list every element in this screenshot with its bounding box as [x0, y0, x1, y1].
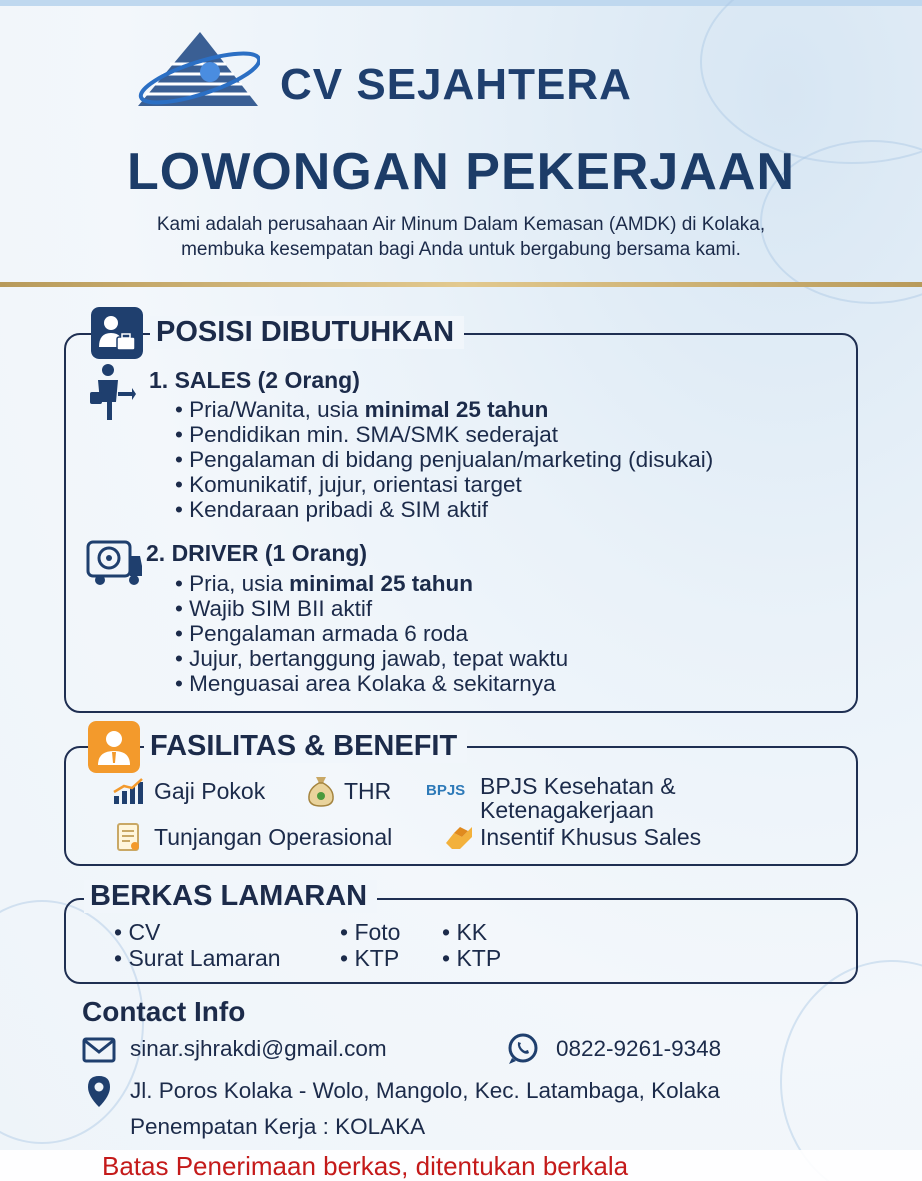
- documents-column: [114, 919, 281, 971]
- requirement-item: • Wajib SIM BII aktif: [175, 596, 373, 621]
- requirement-text: • Pria, usia: [175, 571, 290, 596]
- benefit-bpjs-line: Ketenagakerjaan: [480, 797, 654, 823]
- intro-text: [0, 212, 922, 262]
- contact-address: Jl. Poros Kolaka - Wolo, Mangolo, Kec. Latambaga, Kolaka: [130, 1078, 720, 1103]
- documents-column: [442, 919, 501, 971]
- benefit-thr: THR: [344, 778, 392, 804]
- requirement-item: • Pengalaman armada 6 roda: [175, 621, 469, 646]
- gold-divider: [0, 282, 922, 287]
- truck-icon: [86, 540, 144, 586]
- documents-title: BERKAS LAMARAN: [84, 880, 377, 913]
- driver-role-title: 2. DRIVER (1 Orang): [146, 540, 368, 566]
- benefit-bpjs: [480, 774, 676, 822]
- benefit-insentif: Insentif Khusus Sales: [480, 824, 702, 850]
- location-pin-icon: [86, 1074, 112, 1108]
- driver-requirements: [175, 571, 568, 696]
- water-wave-decoration: [780, 960, 922, 1181]
- requirement-item: • Komunikatif, jujur, orientasi target: [175, 472, 522, 497]
- requirement-emphasis: minimal 25 tahun: [364, 397, 549, 422]
- sales-role-title: 1. SALES (2 Orang): [149, 367, 360, 393]
- requirement-item: • Kendaraan pribadi & SIM aktif: [175, 497, 489, 522]
- contact-phone-link[interactable]: 0822-9261-9348: [556, 1036, 722, 1061]
- requirement-item: • Menguasai area Kolaka & sekitarnya: [175, 671, 556, 696]
- water-wave-decoration: [700, 0, 922, 164]
- requirement-item: • Pengalaman di bidang penjualan/marketing (disukai): [175, 447, 714, 472]
- benefits-title: FASILITAS & BENEFIT: [144, 730, 467, 763]
- company-name: CV SEJAHTERA: [280, 60, 632, 109]
- recruiter-icon: [91, 307, 143, 359]
- salesman-icon: [86, 362, 136, 422]
- requirement-item: [175, 397, 713, 422]
- contact-email-link[interactable]: sinar.sjhrakdi@gmail.com: [130, 1036, 387, 1061]
- document-item: • Surat Lamaran: [114, 945, 281, 971]
- document-item: • KTP: [340, 945, 400, 971]
- intro-line: Kami adalah perusahaan Air Minum Dalam Kemasan (AMDK) di Kolaka,: [156, 214, 766, 235]
- document-item: • CV: [114, 919, 161, 945]
- document-item: • KTP: [442, 945, 502, 971]
- whatsapp-icon: [506, 1032, 540, 1066]
- bpjs-logo-icon: BPJS: [426, 782, 466, 799]
- money-bag-icon: [306, 775, 336, 807]
- mail-icon: [82, 1037, 116, 1063]
- requirement-item: • Pendidikan min. SMA/SMK sederajat: [175, 422, 559, 447]
- document-icon: [116, 822, 142, 852]
- person-badge-icon: [88, 721, 140, 773]
- deadline-note: Batas Penerimaan berkas, ditentukan berkala: [102, 1151, 629, 1181]
- document-item: • KK: [442, 919, 488, 945]
- intro-line: membuka kesempatan bagi Anda untuk bergabung bersama kami.: [181, 239, 741, 260]
- requirement-item: [175, 571, 568, 596]
- footer-banner: [0, 1150, 922, 1181]
- sales-requirements: [175, 397, 713, 522]
- logo-triangle-icon: [130, 30, 260, 110]
- requirement-emphasis: minimal 25 tahun: [289, 571, 473, 596]
- benefit-bpjs-line: BPJS Kesehatan &: [480, 773, 676, 799]
- requirement-text: • Pria/Wanita, usia: [175, 397, 365, 422]
- requirement-item: • Jujur, bertanggung jawab, tepat waktu: [175, 646, 569, 671]
- documents-column: [340, 919, 400, 971]
- page-title: LOWONGAN PEKERJAAN: [126, 143, 796, 201]
- growth-chart-icon: [112, 778, 144, 804]
- work-placement: Penempatan Kerja : KOLAKA: [130, 1114, 426, 1139]
- benefit-gaji: Gaji Pokok: [154, 778, 266, 804]
- positions-title: POSISI DIBUTUHKAN: [150, 316, 464, 349]
- benefit-tunjangan: Tunjangan Operasional: [154, 824, 393, 850]
- handshake-icon: [444, 823, 474, 851]
- contact-title: Contact Info: [82, 996, 246, 1027]
- document-item: • Foto: [340, 919, 401, 945]
